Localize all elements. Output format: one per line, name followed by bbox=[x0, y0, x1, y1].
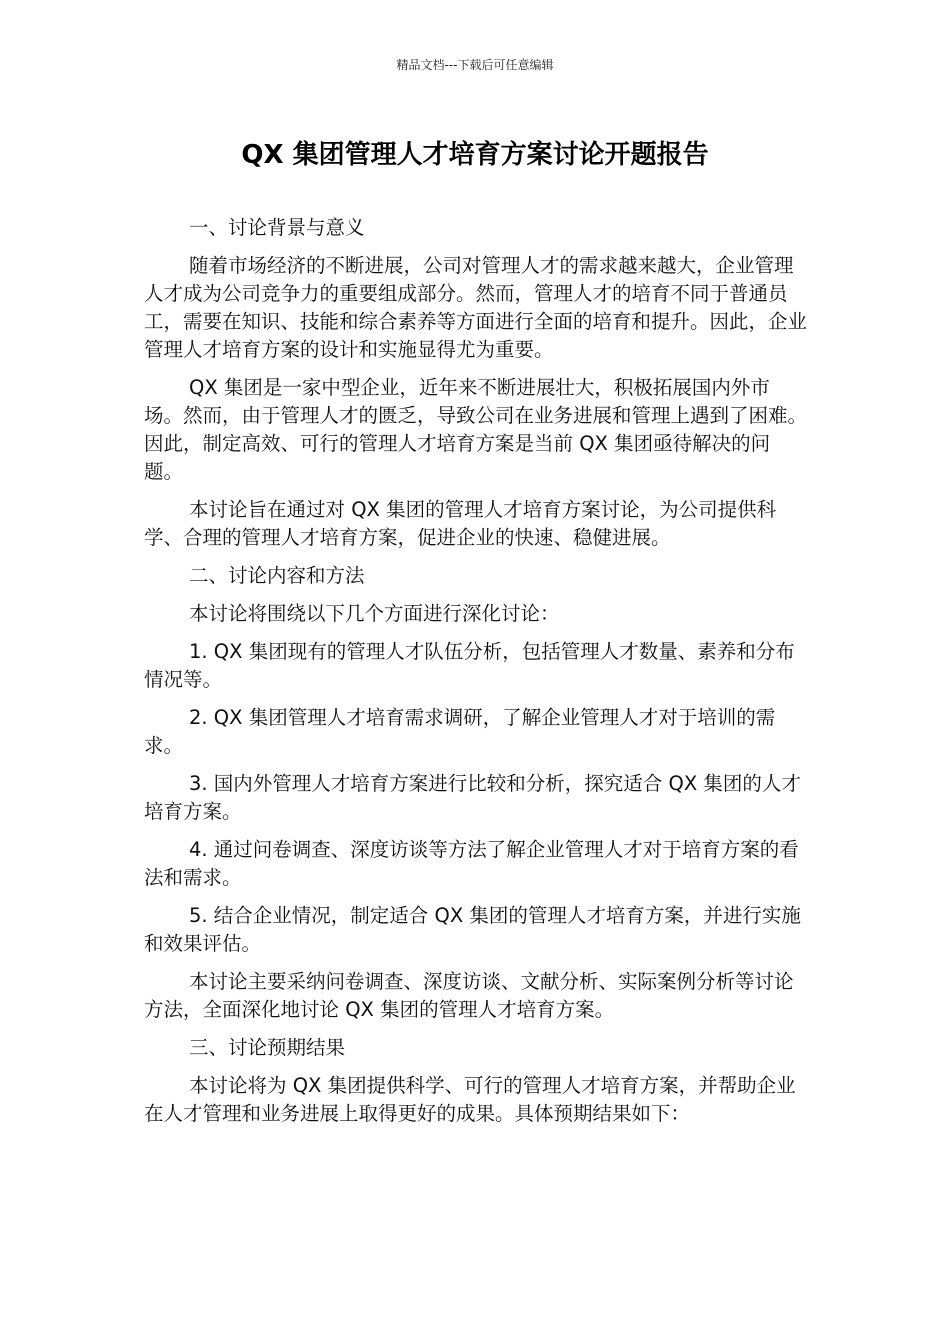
paragraph-background-3: 本讨论旨在通过对 QX 集团的管理人才培育方案讨论，为公司提供科学、合理的管理人才培育方案，促进企业的快速、稳健进展。 bbox=[144, 498, 777, 549]
list-item-1: 1. QX 集团现有的管理人才队伍分析，包括管理人才数量、素养和分布情况等。 bbox=[144, 640, 795, 691]
list-item-5: 5. 结合企业情况，制定适合 QX 集团的管理人才培育方案，并进行实施和效果评估。 bbox=[144, 904, 801, 955]
section-heading-background: 一、讨论背景与意义 bbox=[189, 216, 365, 239]
section-heading-content-methods: 二、讨论内容和方法 bbox=[189, 564, 365, 587]
document-body bbox=[144, 214, 808, 1138]
list-item-2: 2. QX 集团管理人才培育需求调研，了解企业管理人才对于培训的需求。 bbox=[144, 706, 776, 757]
paragraph-methods: 本讨论主要采纳问卷调查、深度访谈、文献分析、实际案例分析等讨论方法，全面深化地讨论 QX 集团的管理人才培育方案。 bbox=[144, 970, 794, 1021]
paragraph-background-1: 随着市场经济的不断进展，公司对管理人才的需求越来越大，企业管理人才成为公司竞争力的重要组成部分。然而，管理人才的培育不同于普通员工，需要在知识、技能和综合素养等方面进行全面的培育和提升。因此，企业管理人才培育方案的设计和实施显得尤为重要。 bbox=[144, 254, 808, 361]
paragraph-expected-results: 本讨论将为 QX 集团提供科学、可行的管理人才培育方案，并帮助企业在人才管理和业务进展上取得更好的成果。具体预期结果如下： bbox=[144, 1074, 796, 1125]
section-heading-expected-results: 三、讨论预期结果 bbox=[189, 1036, 346, 1059]
page-header-note: 精品文档---下载后可任意编辑 bbox=[396, 58, 554, 72]
list-item-4: 4. 通过问卷调查、深度访谈等方法了解企业管理人才对于培育方案的看法和需求。 bbox=[144, 838, 799, 889]
paragraph-background-2: QX 集团是一家中型企业，近年来不断进展壮大，积极拓展国内外市场。然而，由于管理人才的匮乏，导致公司在业务进展和管理上遇到了困难。因此，制定高效、可行的管理人才培育方案是当前 QX 集团亟待解决的问题。 bbox=[144, 376, 808, 483]
paragraph-content-intro: 本讨论将围绕以下几个方面进行深化讨论： bbox=[189, 602, 560, 625]
list-item-3: 3. 国内外管理人才培育方案进行比较和分析，探究适合 QX 集团的人才培育方案。 bbox=[144, 772, 801, 823]
document-title: QX 集团管理人才培育方案讨论开题报告 bbox=[241, 140, 709, 170]
